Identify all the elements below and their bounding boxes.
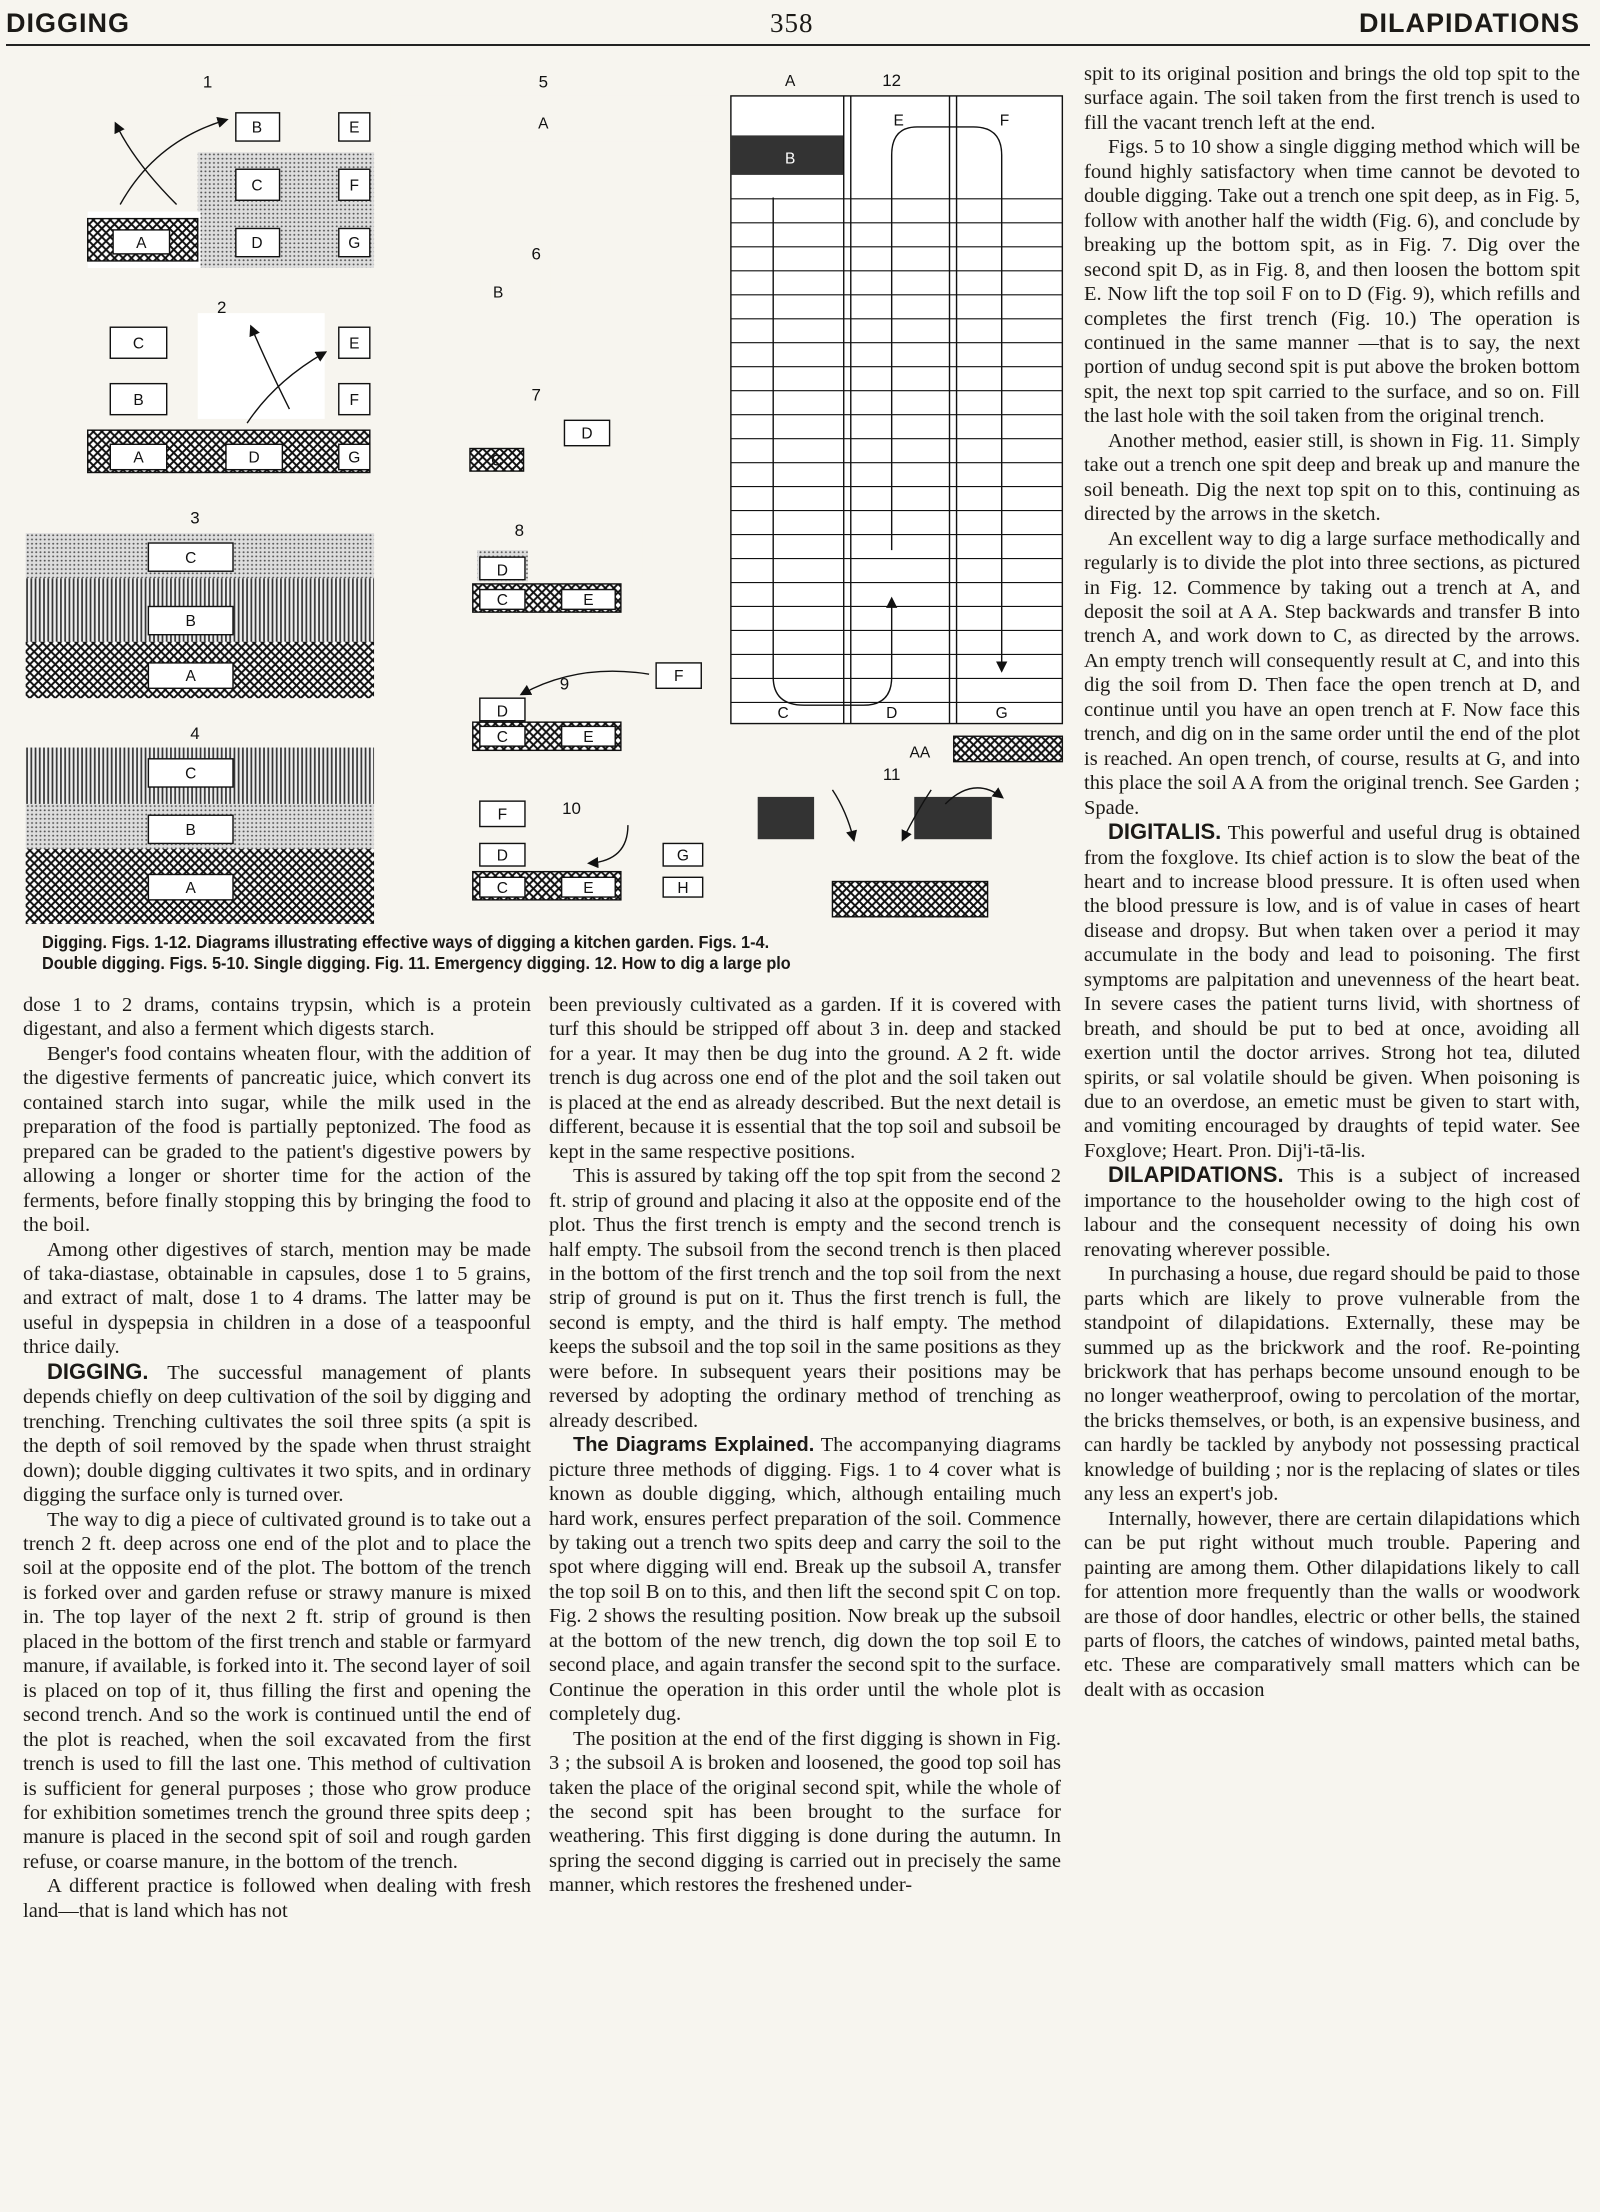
paragraph: Figs. 5 to 10 show a single digging method which will be found highly satisfactory when time cannot be devoted to double digging. Take out a trench one spit deep, as in Fig. 5, follow with another half the width (Fig. 6), and conclude by breaking up the bottom spit, as in Fig. 7. Dig over the second spit D, as in Fig. 8, and then loosen the bottom spit E. Now lift the top soil F on to D (Fig. 9), which refills and completes the first trench (Fig. 10.) The operation is continued in the same manner —that is to say, the next portion of undug second spit is put above the broken bottom spit, the next top spit carried to the surface, and so on. Fill the last hole with the soil taken from the original trench. <box>1084 136 1580 428</box>
fig7-number: 7 <box>531 385 541 405</box>
fig10-label: D <box>496 847 508 865</box>
fig12-label: D <box>886 704 898 722</box>
fig2-label: E <box>349 335 360 353</box>
figure-1 <box>26 113 374 268</box>
entry-heading: DIGITALIS. <box>1108 819 1222 845</box>
fig5-label: A <box>538 115 549 133</box>
paragraph: In purchasing a house, due regard should be paid to those parts which are likely to prove vulnerable from the standpoint of dilapidations. Externally, these may be summed up as the brickwork and the roof. Re-pointing brickwork that has perhaps become unsound enough to be no longer weatherproof, owing to percolation of the mortar, the bricks themselves, or both, is an expensive business, and can hardly be tackled by anybody not possessing practical knowledge of building ; nor is the replacing of slates or tiles any less an expert's job. <box>1084 1263 1580 1506</box>
running-head-right: DILAPIDATIONS <box>1359 8 1580 38</box>
paragraph: Among other digestives of starch, mention may be made of taka-diastase, obtainable in capsules, dose 1 to 5 grains, and extract of malt, dose 1 to 4 drams. The latter may be useful in dyspepsia in children in a dose of a teaspoonful thrice daily. <box>23 1238 531 1359</box>
page-number: 358 <box>770 8 814 38</box>
figures-5-to-10 <box>391 96 720 927</box>
fig4-label: C <box>185 765 197 783</box>
fig10-label: F <box>497 806 508 824</box>
figure-3 <box>26 533 374 698</box>
entry-heading: DILAPIDATIONS. <box>1108 1162 1284 1188</box>
figure-4 <box>26 748 374 924</box>
paragraph: been previously cultivated as a garden. If it is covered with turf this should be stripped off about 3 in. deep and stacked for a year. It may then be dug into the ground. A 2 ft. wide trench is dug across one end of the plot and the soil taken out is placed at the end as already described. But the next detail is different, because it is essential that the top soil and subsoil be kept in the same respective positions. <box>549 994 1061 1163</box>
fig8-label: C <box>496 592 508 610</box>
fig2-label: G <box>348 449 361 467</box>
paragraph-text: The successful management of plants depends chiefly on deep cultivation of the soil by digging and trenching. Trenching cultivates the soil three spits (a spit is the depth of soil removed by the spade when thrust straight down); double digging cultivates it two spits, and in ordinary digging the surface only is turned over. <box>23 1361 531 1507</box>
caption-line: Double digging. Figs. 5-10. Single digging. Fig. 11. Emergency digging. 12. How to dig a large plo <box>42 953 791 973</box>
figure-12 <box>731 96 1062 724</box>
paragraph: A different practice is followed when dealing with fresh land—that is land which has not <box>23 1875 531 1922</box>
fig9-label: F <box>673 668 684 686</box>
fig10-number: 10 <box>562 798 581 818</box>
fig9-label: D <box>496 703 508 721</box>
fig12-label: A <box>784 73 796 91</box>
paragraph: Benger's food contains wheaten flour, with the addition of the digestive ferments of pancreatic juice, which convert its contained starch into sugar, while the milk used in the preparation of the food is partially peptonized. The food as prepared can be graded to the patient's digestive powers by allowing a longer or shorter time for the action of the ferments, before finally stopping this by bringing the food to the boil. <box>23 1042 531 1237</box>
paragraph-text: The accompanying diagrams picture three methods of digging. Figs. 1 to 4 cover what is known as double digging, which, although entailing much hard work, ensures perfect preparation of the soil. Commence by taking out a trench two spits deep and carry the soil to the spot where digging will end. Break up the subsoil A, transfer the top soil B on to this, and then lift the second spit C on top. Fig. 2 shows the resulting position. Now break up the subsoil at the bottom of the new trench, dig down the top soil E to second place, and again transfer the second spit to the surface. Continue the operation in this order until the whole plot is completely dug. <box>549 1434 1061 1726</box>
fig12-label: B <box>784 150 796 168</box>
fig10-label: H <box>677 879 689 897</box>
fig1-label: E <box>349 119 360 137</box>
fig2-label: A <box>133 449 144 467</box>
paragraph-text: This is a subject of increased importance to the householder owing to the high cost of labour and the consequent necessity of doing his own renovating wherever possible. <box>1084 1165 1580 1261</box>
paragraph: The way to dig a piece of cultivated ground is to take out a trench 2 ft. deep across one end of the plot and to place the soil at the opposite end of the plot. The bottom of the trench is forked over and garden refuse or strawy manure is mixed in. The top layer of the next 2 ft. strip of ground is then placed in the bottom of the first trench and stable or farmyard manure, if available, is forked into it. The second layer of soil is placed on top of it, thus filling the first and opening the second trench. And so the work is continued until the end of the plot is reached, when the soil excavated from the first trench is used to fill the last one. This method of cultivation is sufficient for general purposes ; those who grow produce for exhibition sometimes trench the ground three spits deep ; manure is placed in the second spit of soil and rough garden refuse, or coarse manure, in the bottom of the trench. <box>23 1508 531 1873</box>
figure-caption <box>42 932 1000 974</box>
fig11-number: 11 <box>882 764 901 784</box>
fig1-label: D <box>251 235 263 253</box>
paragraph: Another method, easier still, is shown in Fig. 11. Simply take out a trench one spit deep and break up and manure the soil beneath. Dig the next top spit on to this, continuing as directed by the arrows in the sketch. <box>1084 429 1580 526</box>
paragraph: Internally, however, there are certain dilapidations which can be put right without much trouble. Papering and painting are among them. Other dilapidations likely to call for attention more frequently than the walls or woodwork are those of door handles, electric or other bells, the stained parts of floors, the catches of windows, painted metal baths, etc. These are comparatively small matters which can be dealt with as occasion <box>1084 1507 1580 1701</box>
fig12-label: G <box>995 704 1008 722</box>
paragraph: spit to its original position and brings the old top spit to the surface again. The soil taken from the first trench is used to fill the vacant trench left at the end. <box>1084 63 1580 134</box>
fig11-label: AA <box>909 744 931 762</box>
fig1-label: C <box>251 177 263 195</box>
fig4-label: A <box>185 879 196 897</box>
fig5-number: 5 <box>538 72 549 92</box>
fig6-number: 6 <box>531 244 541 264</box>
subsection-heading: The Diagrams Explained. <box>573 1434 815 1457</box>
paragraph: An excellent way to dig a large surface methodically and regularly is to divide the plot into three sections, as pictured in Fig. 12. Commence by taking out a trench at A, and deposit the soil at A A. Step backwards and transfer B into trench A, and work down to C, as directed by the arrows. An empty trench will consequently result at C, and into this dig the soil from D. Then face the open trench at D, and continue until you have an open trench at F. Now face this trench, and dig on in the same order until the end of the plot is reached. An open trench, of course, results at G, and into this place the soil A A from the original trench. See Garden ; Spade. <box>1084 527 1580 819</box>
fig1-label: G <box>348 235 361 253</box>
fig3-label: C <box>185 549 197 567</box>
fig4-label: B <box>185 821 196 839</box>
paragraph: The position at the end of the first digging is shown in Fig. 3 ; the subsoil A is broken and loosened, the good top soil has taken the place of the original second spit, while the whole of the second spit has been brought to the surface for weathering. This first digging is done during the autumn. In spring the second digging is carried out in precisely the same manner, which restores the freshened under- <box>549 1727 1061 1897</box>
fig8-label: D <box>496 562 508 580</box>
paragraph-text: This powerful and useful drug is obtained from the foxglove. Its chief action is to slow the beat of the heart and to increase blood pressure. It is often used when the blood pressure is low, and is of value in cases of heart disease and dropsy. But when taken over a period it may accumulate in the body and lead to poisoning. The first symptoms are palpitation and unevenness of the heart beat. In severe cases the patient turns livid, with shortness of breath, and should be put to bed at once, avoiding all exertion until the doctor arrives. Strong hot tea, diluted spirits, or sal volatile should be given. When poisoning is due to an overdose, an emetic must be given to start with, and vomiting encouraged by draughts of tepid water. See Foxglove; Heart. Pron. Dij'i-tā-lis. <box>1084 822 1580 1162</box>
fig1-number: 1 <box>202 72 213 92</box>
fig9-number: 9 <box>559 674 570 694</box>
fig9-label: C <box>496 728 508 746</box>
fig12-label: E <box>893 112 904 130</box>
fig8-number: 8 <box>514 520 525 540</box>
fig1-label: F <box>349 177 360 195</box>
caption-line: Digging. Figs. 1-12. Diagrams illustrating effective ways of digging a kitchen garden. Figs. 1-4. <box>42 932 770 952</box>
fig2-label: C <box>132 335 145 353</box>
fig10-label: G <box>676 847 689 865</box>
figure-2 <box>26 313 374 503</box>
fig4-number: 4 <box>190 724 200 744</box>
fig12-number: 12 <box>882 71 902 91</box>
column-left <box>23 993 531 1923</box>
fig7-label: D <box>581 425 593 443</box>
entry-digitalis <box>1084 820 1580 1163</box>
running-head-left: DIGGING <box>6 8 131 38</box>
column-right <box>1084 62 1580 1702</box>
paragraph: This is assured by taking off the top spit from the second 2 ft. strip of ground and placing it also at the opposite end of the plot. Thus the first trench is empty and the second trench is half empty. The subsoil from the second trench is then placed in the bottom of the first trench and the top soil from the next strip of ground is put on it. Thus the first trench is full, the second is empty, and the third is half empty. The method keeps the subsoil and the top soil in the same positions as they were before. In subsequent years their positions may be reversed by adopting the ordinary method of trenching as already described. <box>549 1165 1061 1432</box>
fig12-label: C <box>777 704 789 722</box>
fig9-label: E <box>583 728 594 746</box>
entry-dilapidations <box>1084 1163 1580 1262</box>
fig6-label: B <box>492 284 504 302</box>
entry-heading: DIGGING. <box>47 1358 149 1384</box>
paragraph: dose 1 to 2 drams, contains trypsin, which is a protein digestant, and also a ferment which digests starch. <box>23 994 531 1041</box>
entry-digging <box>23 1360 531 1508</box>
fig1-label: A <box>136 235 147 253</box>
fig2-label: F <box>349 391 360 409</box>
fig2-label: D <box>248 449 260 467</box>
fig7-label: C <box>491 452 503 470</box>
fig2-number: 2 <box>217 298 227 318</box>
fig10-label: C <box>496 879 508 897</box>
subsection-diagrams-explained <box>549 1433 1061 1726</box>
fig10-label: E <box>583 879 594 897</box>
fig2-label: B <box>133 391 144 409</box>
fig12-label: F <box>999 112 1010 130</box>
fig3-label: A <box>185 668 196 686</box>
fig1-label: B <box>251 119 263 137</box>
fig3-number: 3 <box>190 508 200 528</box>
fig8-label: E <box>583 592 594 610</box>
column-middle <box>549 993 1061 1898</box>
fig3-label: B <box>185 613 196 631</box>
